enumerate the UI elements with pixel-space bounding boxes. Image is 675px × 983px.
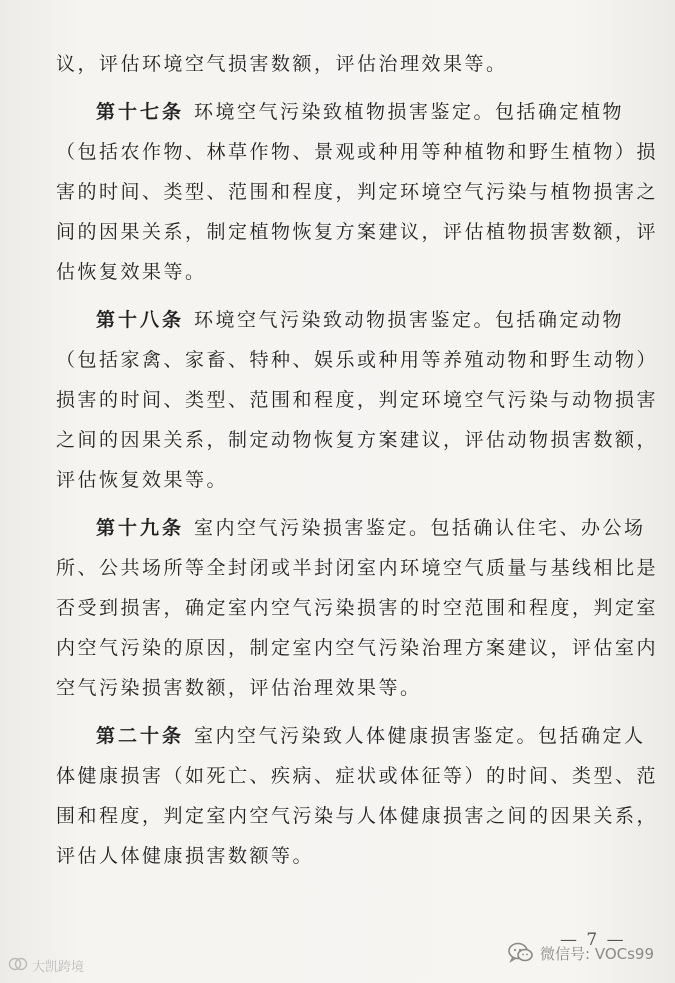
article-20-heading: 第二十条	[96, 725, 185, 747]
watermark-right	[508, 942, 654, 964]
text-line: 环境空气污染致动物损害鉴定。包括确定动物	[194, 309, 625, 331]
text-line: 间的因果关系，制定植物恢复方案建议，评估植物损害数额，评	[56, 221, 659, 243]
text-line: 所、公共场所等全封闭或半封闭室内环境空气质量与基线相比是	[56, 557, 659, 579]
watermark-left-text: 大凯跨境	[32, 960, 85, 975]
article-18-first-line	[56, 300, 638, 340]
text-line: 否受到损害，确定室内空气污染损害的时空范围和程度，判定室	[56, 597, 659, 619]
text-line: 议，评估环境空气损害数额，评估治理效果等。	[56, 53, 508, 75]
text-line: （包括农作物、林草作物、景观或种用等种植物和野生植物）损	[56, 141, 659, 163]
text-line: 评估人体健康损害数额等。	[56, 845, 315, 867]
text-line: 害的时间、类型、范围和程度，判定环境空气污染与植物损害之	[56, 181, 659, 203]
article-18-heading: 第十八条	[96, 309, 185, 331]
text-line: 估恢复效果等。	[56, 261, 207, 283]
text-line: （包括家禽、家畜、特种、娱乐或种用等养殖动物和野生动物）	[56, 349, 659, 371]
wechat-icon	[508, 942, 534, 964]
text-line: 之间的因果关系，制定动物恢复方案建议，评估动物损害数额，	[56, 429, 659, 451]
text-line: 内空气污染的原因，制定室内空气污染治理方案建议，评估室内	[56, 637, 659, 659]
text-line: 环境空气污染致植物损害鉴定。包括确定植物	[194, 101, 625, 123]
page-number: — 7 —	[560, 930, 626, 950]
text-line: 围和程度，判定室内空气污染与人体健康损害之间的因果关系，	[56, 805, 659, 827]
article-17-first-line	[56, 92, 638, 132]
watermark-right-text: 微信号: VOCs99	[540, 944, 655, 963]
article-17-heading: 第十七条	[96, 101, 185, 123]
text-line: 室内空气污染损害鉴定。包括确认住宅、办公场	[194, 517, 646, 539]
text-line: 空气污染损害数额，评估治理效果等。	[56, 677, 422, 699]
watermark-left	[8, 956, 84, 975]
document-body	[56, 44, 659, 876]
article-19-first-line	[56, 508, 646, 548]
article-20-first-line	[56, 716, 646, 756]
text-line: 损害的时间、类型、范围和程度，判定环境空气污染与动物损害	[56, 389, 659, 411]
text-line: 室内空气污染致人体健康损害鉴定。包括确定人	[194, 725, 646, 747]
text-line: 评估恢复效果等。	[56, 469, 229, 491]
text-line: 体健康损害（如死亡、疾病、症状或体征等）的时间、类型、范	[56, 765, 659, 787]
article-19-heading: 第十九条	[96, 517, 185, 539]
brand-icon	[8, 957, 28, 975]
